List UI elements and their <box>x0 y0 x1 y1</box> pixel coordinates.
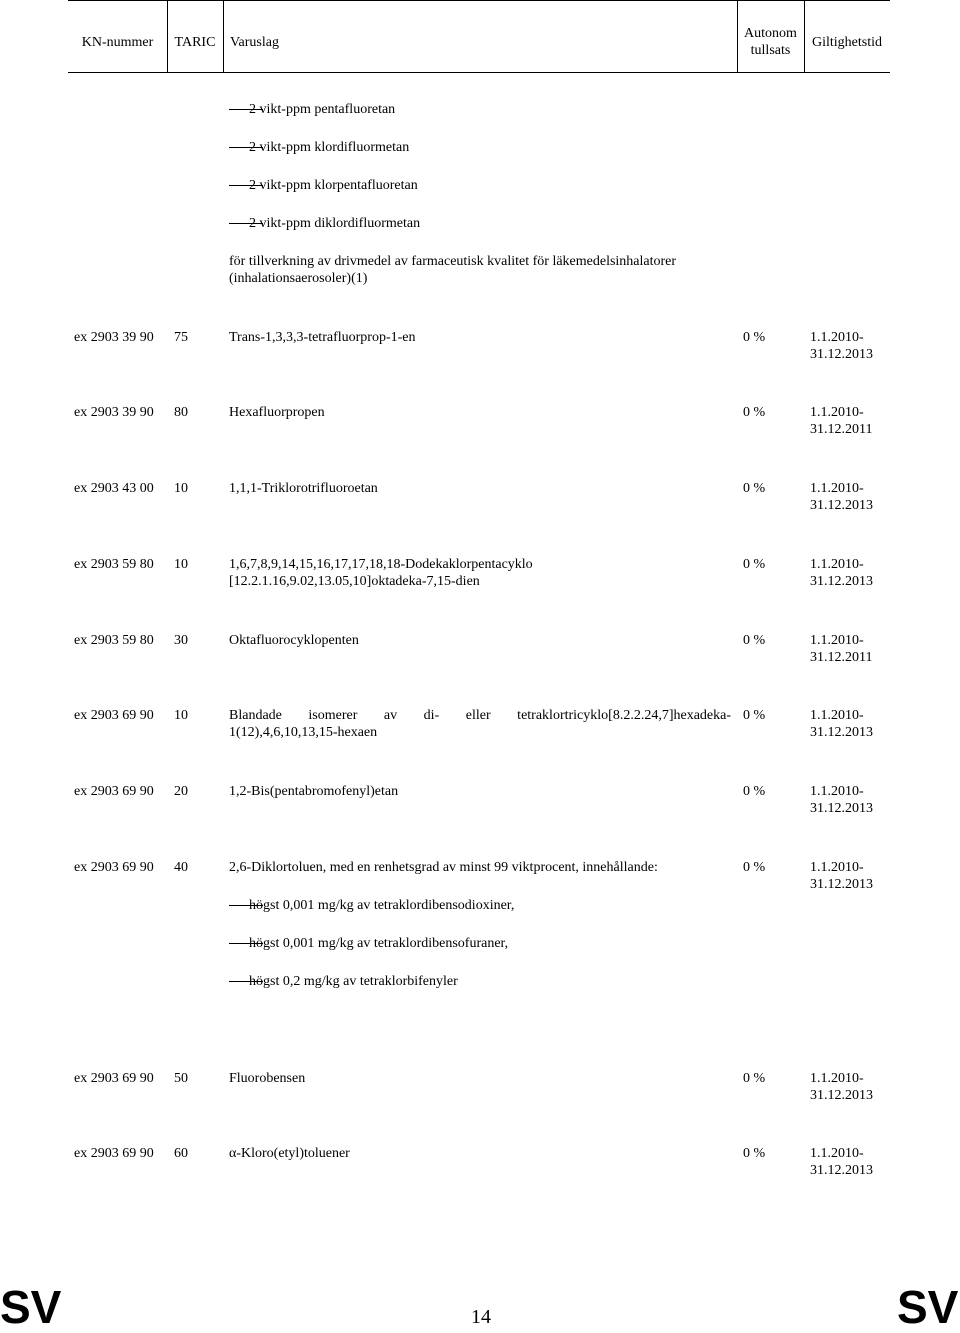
goods-description: α-Kloro(etyl)toluener <box>229 1146 350 1161</box>
sub-condition: högst 0,2 mg/kg av tetraklorbifenyler <box>249 974 458 989</box>
kn-number: ex 2903 69 90 <box>74 860 154 875</box>
validity-start: 1.1.2010- <box>810 784 864 799</box>
validity-end: 31.12.2013 <box>810 725 873 740</box>
page-number: 14 <box>471 1306 491 1328</box>
taric-code: 20 <box>174 784 188 799</box>
validity-end: 31.12.2011 <box>810 650 873 665</box>
continuation-use-line: (inhalationsaerosoler)(1) <box>229 271 368 286</box>
validity-start: 1.1.2010- <box>810 708 864 723</box>
taric-code: 40 <box>174 860 188 875</box>
kn-number: ex 2903 39 90 <box>74 405 154 420</box>
validity-end: 31.12.2013 <box>810 498 873 513</box>
continuation-item: 2 vikt-ppm klordifluormetan <box>249 140 410 155</box>
duty-rate: 0 % <box>743 860 766 875</box>
validity-end: 31.12.2013 <box>810 347 873 362</box>
kn-number: ex 2903 69 90 <box>74 1071 154 1086</box>
header-autonomous-duty <box>737 25 804 59</box>
goods-description-line: [12.2.1.16,9.02,13.05,10]oktadeka-7,15-dien <box>229 574 480 589</box>
kn-number: ex 2903 69 90 <box>74 1146 154 1161</box>
language-code-left: SV <box>0 1281 62 1333</box>
taric-code: 80 <box>174 405 188 420</box>
duty-rate: 0 % <box>743 633 766 648</box>
duty-rate: 0 % <box>743 557 766 572</box>
validity-end: 31.12.2013 <box>810 1163 873 1178</box>
header-duty-line-2: tullsats <box>750 43 791 58</box>
taric-code: 30 <box>174 633 188 648</box>
goods-description: 1,1,1-Triklorotrifluoroetan <box>229 481 378 496</box>
header-bottom-rule <box>68 72 890 73</box>
header-validity: Giltighetstid <box>812 35 882 50</box>
validity-start: 1.1.2010- <box>810 481 864 496</box>
validity-start: 1.1.2010- <box>810 1146 864 1161</box>
header-description: Varuslag <box>230 35 279 50</box>
sub-condition: högst 0,001 mg/kg av tetraklordibensodioxiner, <box>249 898 515 913</box>
validity-end: 31.12.2013 <box>810 801 873 816</box>
duty-rate: 0 % <box>743 1146 766 1161</box>
validity-start: 1.1.2010- <box>810 557 864 572</box>
goods-description: 2,6-Diklortoluen, med en renhetsgrad av minst 99 viktprocent, innehållande: <box>229 860 658 875</box>
taric-code: 10 <box>174 481 188 496</box>
header-taric: TARIC <box>174 35 216 50</box>
duty-rate: 0 % <box>743 405 766 420</box>
validity-end: 31.12.2011 <box>810 422 873 437</box>
validity-end: 31.12.2013 <box>810 877 873 892</box>
duty-rate: 0 % <box>743 708 766 723</box>
validity-start: 1.1.2010- <box>810 860 864 875</box>
taric-code: 10 <box>174 557 188 572</box>
validity-start: 1.1.2010- <box>810 405 864 420</box>
language-code-right: SV <box>897 1281 959 1333</box>
goods-description-line: Blandade isomerer av di- eller tetraklortricyklo[8.2.2.24,7]hexadeka- <box>229 708 731 723</box>
validity-end: 31.12.2013 <box>810 1088 873 1103</box>
goods-description: 1,2-Bis(pentabromofenyl)etan <box>229 784 399 799</box>
validity-start: 1.1.2010- <box>810 633 864 648</box>
sub-condition: högst 0,001 mg/kg av tetraklordibensofuraner, <box>249 936 509 951</box>
kn-number: ex 2903 39 90 <box>74 330 154 345</box>
header-duty-line-1: Autonom <box>744 26 797 41</box>
header-kn-number: KN-nummer <box>81 35 154 50</box>
continuation-item: 2 vikt-ppm klorpentafluoretan <box>249 178 418 193</box>
continuation-item: 2 vikt-ppm pentafluoretan <box>249 102 396 117</box>
duty-rate: 0 % <box>743 481 766 496</box>
validity-start: 1.1.2010- <box>810 330 864 345</box>
kn-number: ex 2903 69 90 <box>74 708 154 723</box>
taric-code: 60 <box>174 1146 188 1161</box>
taric-code: 50 <box>174 1071 188 1086</box>
duty-rate: 0 % <box>743 330 766 345</box>
taric-code: 10 <box>174 708 188 723</box>
kn-number: ex 2903 59 80 <box>74 633 154 648</box>
continuation-item: 2 vikt-ppm diklordifluormetan <box>249 216 421 231</box>
goods-description: Fluorobensen <box>229 1071 306 1086</box>
goods-description-line: 1(12),4,6,10,13,15-hexaen <box>229 725 378 740</box>
continuation-use-line: för tillverkning av drivmedel av farmaceutisk kvalitet för läkemedelsinhalatorer <box>229 254 677 269</box>
kn-number: ex 2903 43 00 <box>74 481 154 496</box>
goods-description: Hexafluorpropen <box>229 405 325 420</box>
duty-rate: 0 % <box>743 784 766 799</box>
taric-code: 75 <box>174 330 188 345</box>
goods-description: Oktafluorocyklopenten <box>229 633 359 648</box>
validity-end: 31.12.2013 <box>810 574 873 589</box>
kn-number: ex 2903 69 90 <box>74 784 154 799</box>
duty-rate: 0 % <box>743 1071 766 1086</box>
table-top-rule <box>68 0 890 1</box>
goods-description-line: 1,6,7,8,9,14,15,16,17,17,18,18-Dodekaklorpentacyklo <box>229 557 533 572</box>
kn-number: ex 2903 59 80 <box>74 557 154 572</box>
divider-taric <box>223 0 224 73</box>
validity-start: 1.1.2010- <box>810 1071 864 1086</box>
goods-description: Trans-1,3,3,3-tetrafluorprop-1-en <box>229 330 416 345</box>
